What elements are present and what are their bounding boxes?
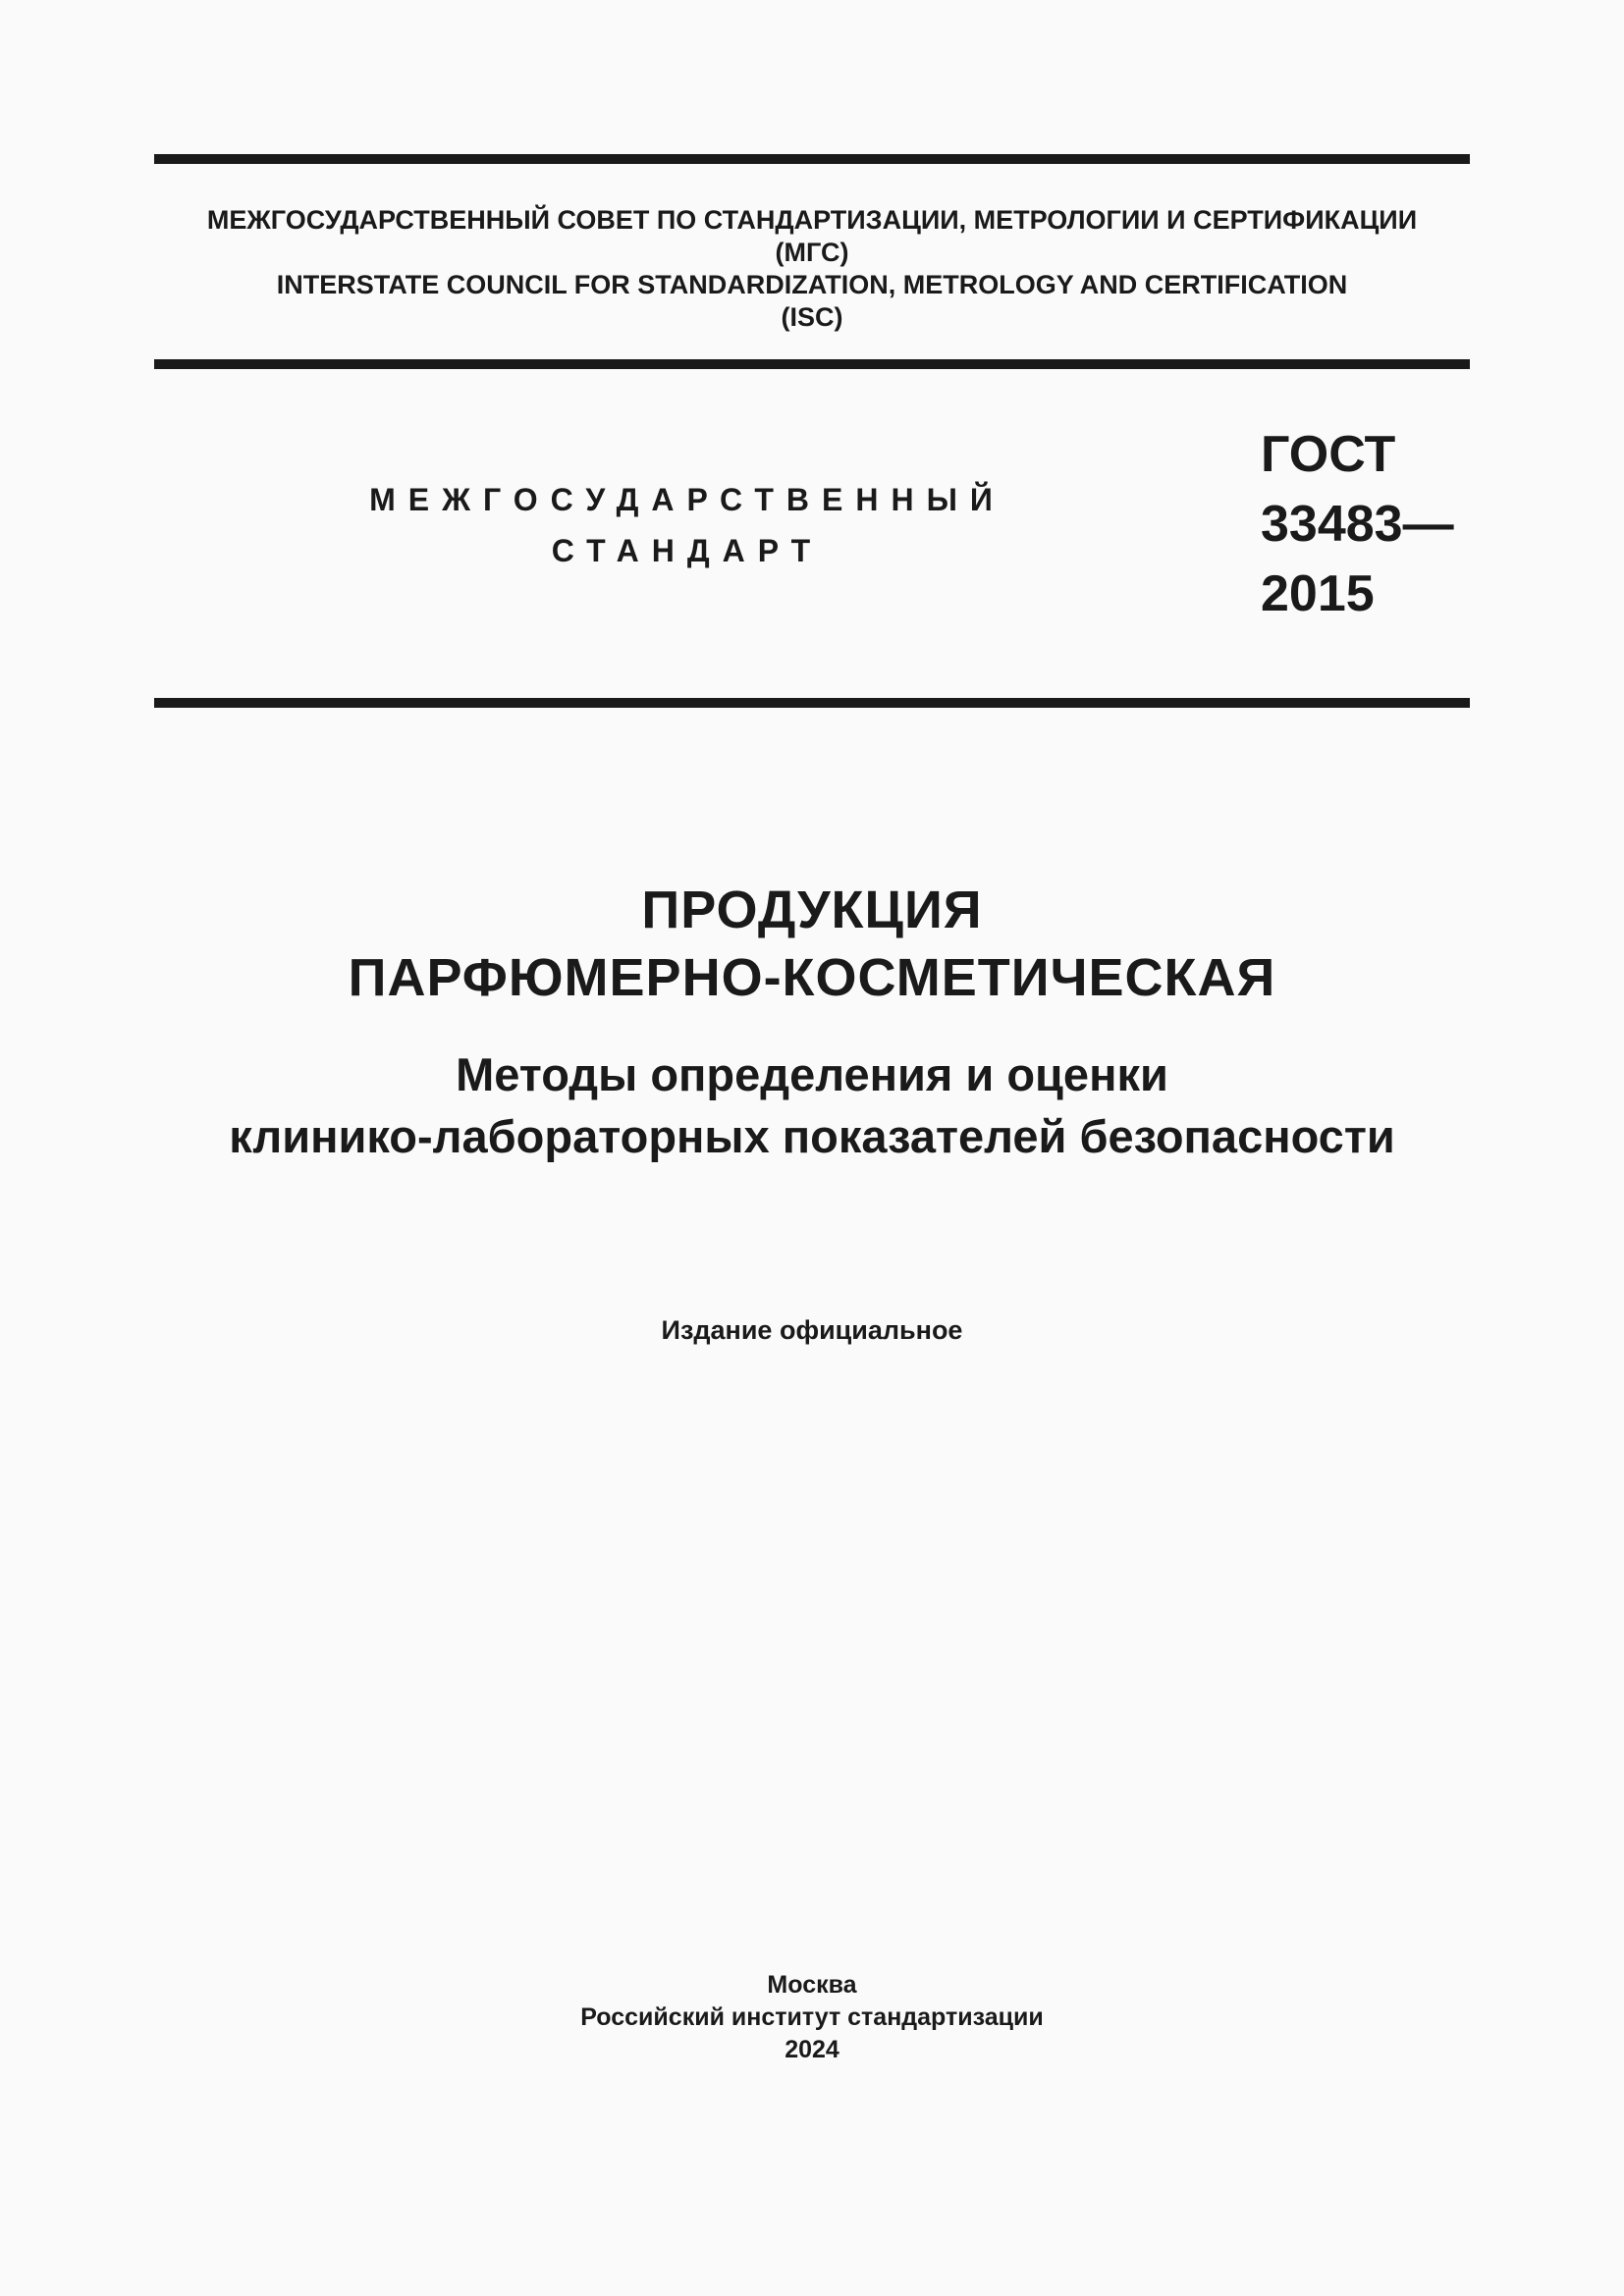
title-line2: ПАРФЮМЕРНО-КОСМЕТИЧЕСКАЯ xyxy=(348,948,1276,1007)
council-name-ru: МЕЖГОСУДАРСТВЕННЫЙ СОВЕТ ПО СТАНДАРТИЗАЦИИ, МЕТРОЛОГИИ И СЕРТИФИКАЦИИ xyxy=(206,205,1418,235)
council-abbr-ru: (МГС) xyxy=(775,238,849,267)
imprint-year: 2024 xyxy=(785,2036,839,2063)
council-name-en: INTERSTATE COUNCIL FOR STANDARDIZATION, METROLOGY AND CERTIFICATION xyxy=(276,270,1348,299)
standard-kind-line1: МЕЖГОСУДАРСТВЕННЫЙ xyxy=(369,482,1005,517)
document-subtitle xyxy=(154,1043,1470,1167)
header-divider xyxy=(154,359,1470,369)
top-rule xyxy=(154,154,1470,164)
standard-kind xyxy=(324,474,1051,576)
subtitle-line2: клинико-лабораторных показателей безопасности xyxy=(229,1110,1395,1162)
document-title xyxy=(154,877,1470,1012)
subtitle-line1: Методы определения и оценки xyxy=(456,1048,1168,1100)
gost-number: 33483— xyxy=(1261,496,1454,553)
edition-note: Издание официальное xyxy=(661,1315,963,1345)
title-line1: ПРОДУКЦИЯ xyxy=(641,881,983,939)
gost-designation xyxy=(1261,420,1467,629)
council-header xyxy=(154,204,1470,334)
council-abbr-en: (ISC) xyxy=(781,302,843,332)
imprint xyxy=(154,1969,1470,2066)
standard-divider xyxy=(154,698,1470,708)
gost-label: ГОСТ xyxy=(1261,426,1396,483)
imprint-city: Москва xyxy=(767,1971,857,1999)
gost-year: 2015 xyxy=(1261,565,1375,622)
standard-kind-line2: СТАНДАРТ xyxy=(551,533,824,568)
imprint-publisher: Российский институт стандартизации xyxy=(580,2003,1044,2031)
